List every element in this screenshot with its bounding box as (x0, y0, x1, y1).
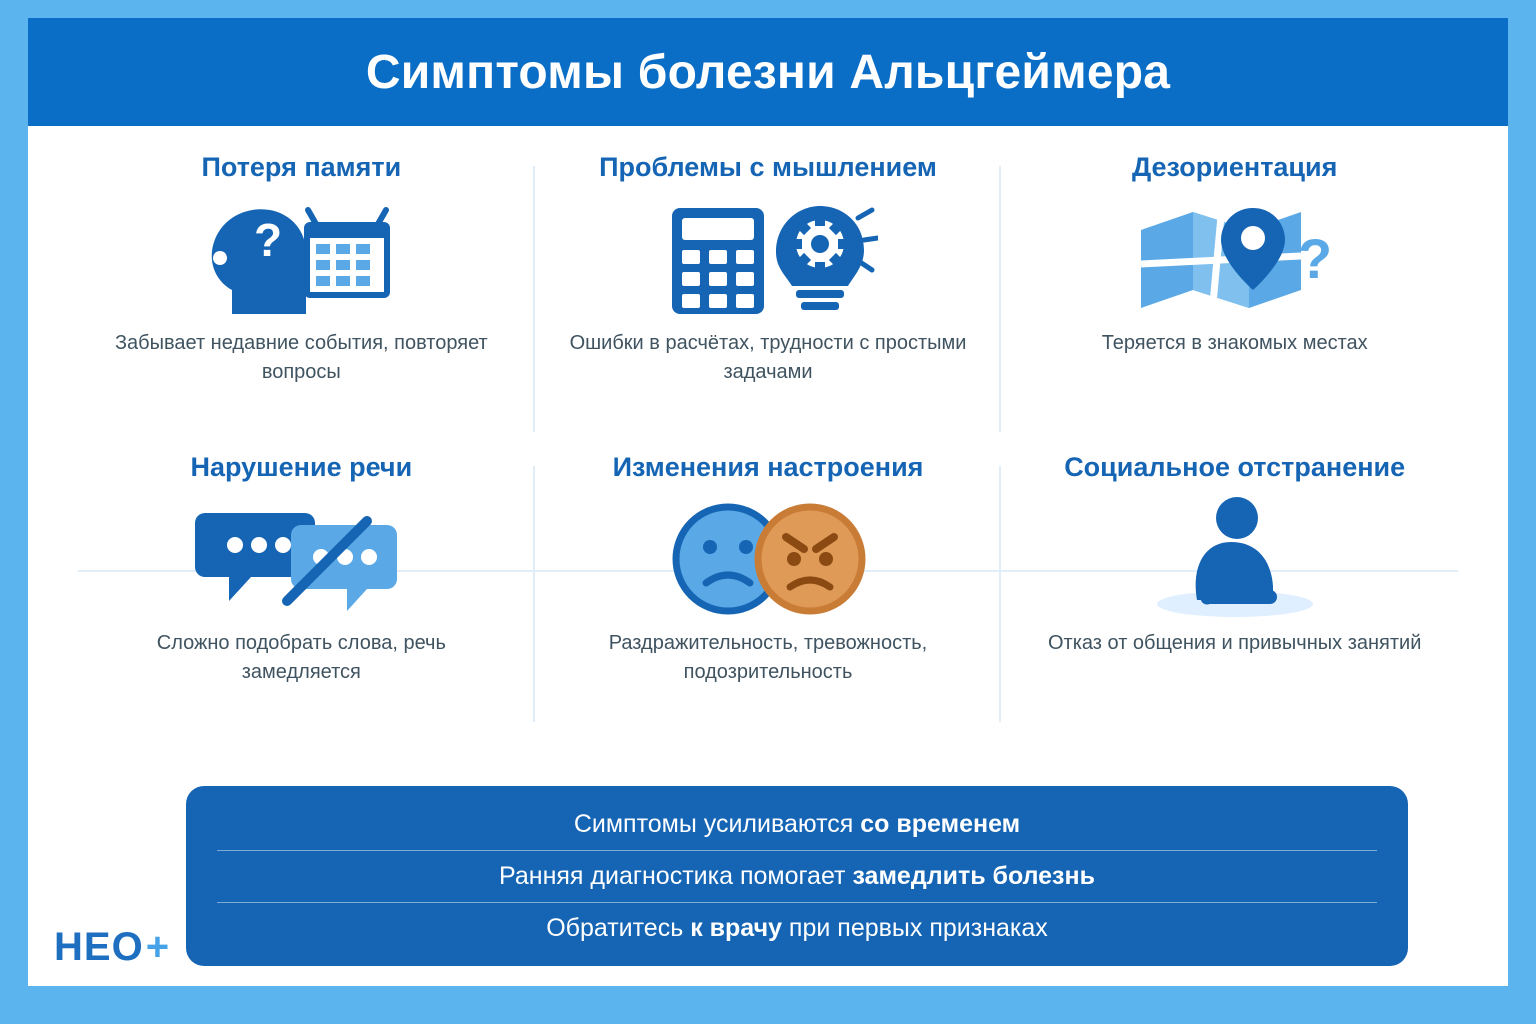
symptoms-grid (28, 126, 1508, 742)
card-mood-changes (535, 452, 1002, 742)
card-social-withdrawal (1001, 452, 1468, 742)
footer-line-2-plain1: Ранняя диагностика помогает (499, 861, 853, 890)
card-title: Изменения настроения (612, 452, 924, 482)
symptoms-row-2 (68, 452, 1468, 742)
map-pin-question-icon (1125, 189, 1345, 329)
card-title: Нарушение речи (190, 452, 413, 482)
card-title: Потеря памяти (201, 152, 402, 182)
footer-line-2 (217, 850, 1377, 902)
card-description: Раздражительность, тревожность, подозрительность (608, 632, 928, 683)
card-description: Теряется в знакомых местах (1101, 332, 1368, 354)
head-question-calendar-icon (196, 189, 406, 329)
poster-header (28, 18, 1508, 126)
card-thinking-problems (535, 152, 1002, 452)
footer-line-3 (217, 902, 1377, 954)
footer-line-3-plain2: при первых признаках (781, 913, 1048, 942)
footer-line-1-bold: со временем (860, 809, 1021, 838)
poster (28, 18, 1508, 986)
speech-bubbles-blocked-icon (191, 489, 411, 629)
page-title: Симптомы болезни Альцгеймера (365, 45, 1171, 99)
svg-text:?: ? (254, 214, 283, 266)
footer-line-3-plain1: Обратитесь (546, 913, 691, 942)
footer-line-2-bold: замедлить болезнь (852, 861, 1095, 890)
footer-line-1 (217, 799, 1377, 850)
sad-angry-faces-icon (658, 489, 878, 629)
footer-line-3-bold: к врачу (690, 913, 782, 942)
footer-notes (186, 786, 1408, 966)
card-description: Забывает недавние события, повторяет вопросы (114, 332, 488, 383)
logo-text: НЕО (54, 925, 144, 969)
footer-line-1-plain1: Симптомы усиливаются (573, 809, 861, 838)
calculator-lightbulb-icon (658, 189, 878, 329)
card-disorientation (1001, 152, 1468, 452)
sitting-person-alone-icon (1125, 489, 1345, 629)
logo-plus-icon: + (145, 925, 171, 969)
card-title: Дезориентация (1131, 152, 1338, 182)
card-speech-impairment (68, 452, 535, 742)
card-memory-loss (68, 152, 535, 452)
card-title: Проблемы с мышлением (599, 152, 937, 182)
symptoms-row-1 (68, 152, 1468, 452)
card-description: Сложно подобрать слова, речь замедляется (156, 632, 446, 683)
card-title: Социальное отстранение (1064, 452, 1406, 482)
card-description: Ошибки в расчётах, трудности с простыми задачами (569, 332, 967, 383)
card-description: Отказ от общения и привычных занятий (1047, 632, 1422, 654)
brand-logo (54, 925, 170, 970)
svg-text:?: ? (1297, 227, 1332, 290)
